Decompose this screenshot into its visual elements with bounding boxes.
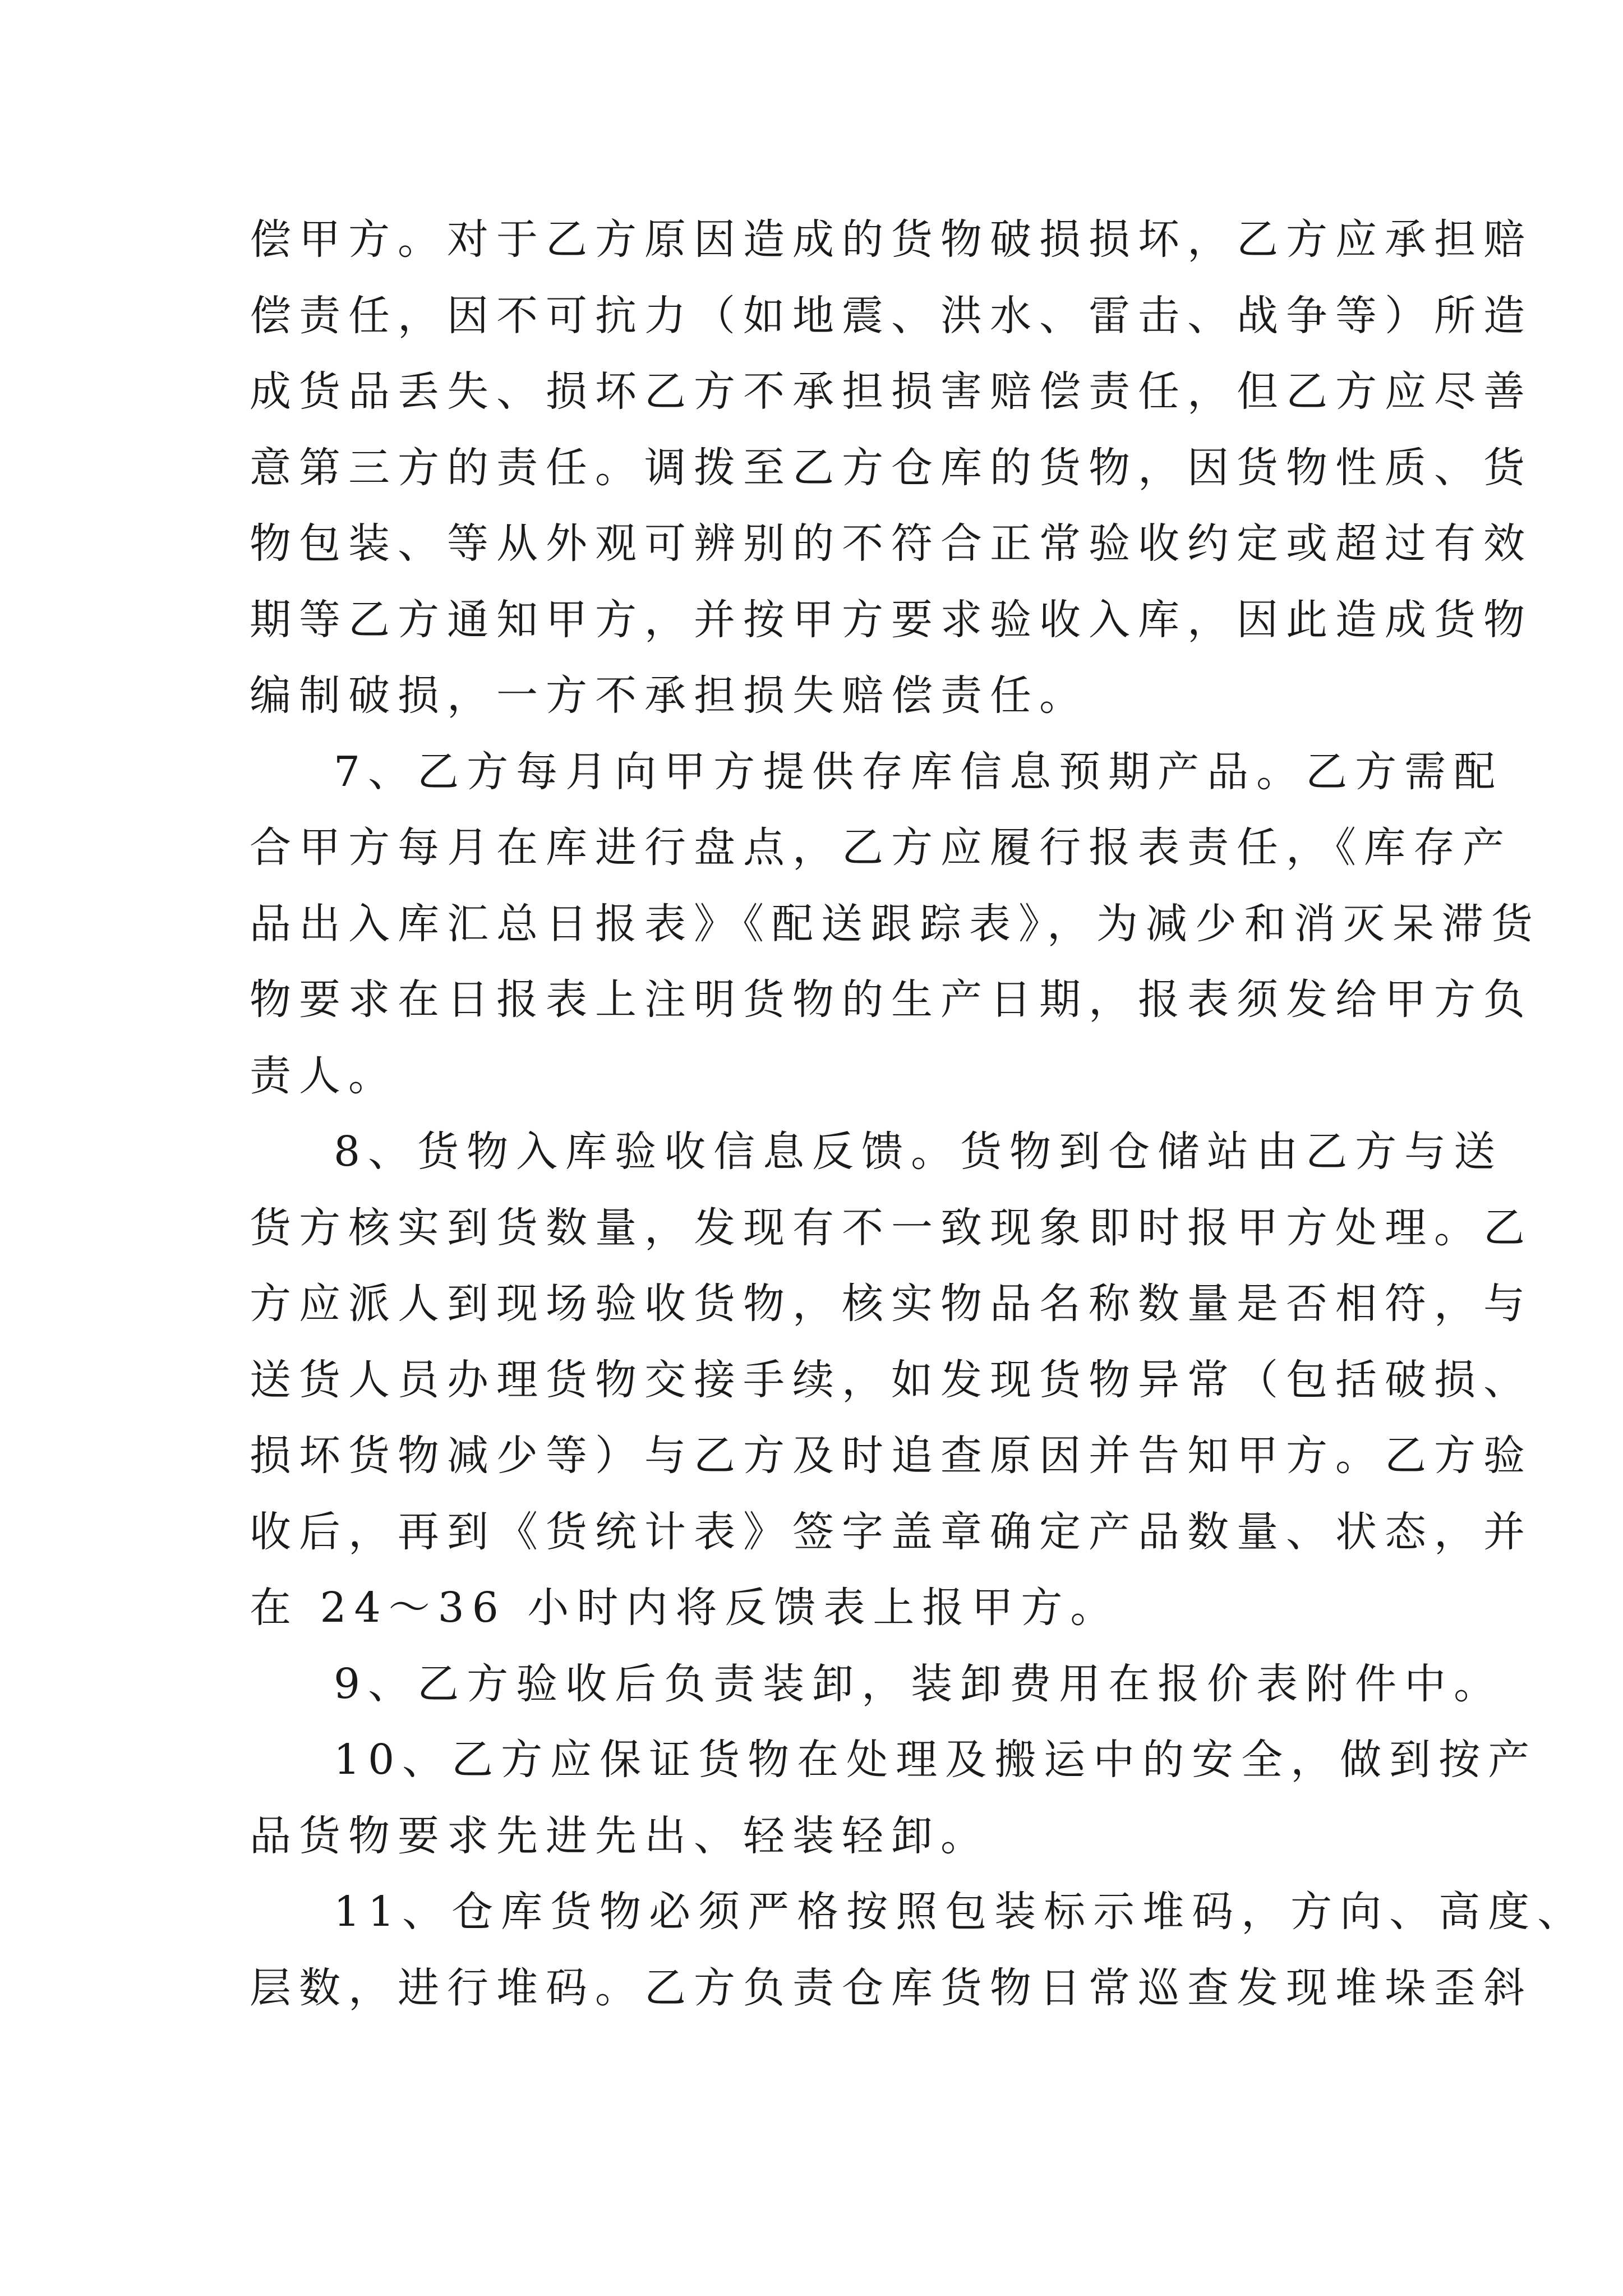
text-line: 品货物要求先进先出、轻装轻卸。 [250, 1811, 990, 1860]
text-line: 偿甲方。对于乙方原因造成的货物破损损坏，乙方应承担赔 [250, 215, 1533, 264]
text-line: 层数，进行堆码。乙方负责仓库货物日常巡查发现堆垛歪斜 [250, 1963, 1533, 2012]
text-line: 品出入库汇总日报表》《配送跟踪表》，为减少和消灭呆滞货 [250, 899, 1541, 948]
text-line: 在 24～36 小时内将反馈表上报甲方。 [250, 1584, 1120, 1632]
text-line: 期等乙方通知甲方，并按甲方要求验收入库，因此造成货物 [250, 595, 1533, 644]
text-line: 9、乙方验收后负责装卸，装卸费用在报价表附件中。 [334, 1659, 1504, 1708]
text-line: 货方核实到货数量，发现有不一致现象即时报甲方处理。乙 [250, 1203, 1533, 1252]
text-line: 7、乙方每月向甲方提供存库信息预期产品。乙方需配 [334, 747, 1504, 796]
text-line: 物包装、等从外观可辨别的不符合正常验收约定或超过有效 [250, 519, 1533, 568]
text-line: 意第三方的责任。调拨至乙方仓库的货物，因货物性质、货 [250, 443, 1533, 492]
text-line: 8、货物入库验收信息反馈。货物到仓储站由乙方与送 [334, 1128, 1504, 1176]
text-line: 损坏货物减少等）与乙方及时追查原因并告知甲方。乙方验 [250, 1432, 1533, 1480]
text-line: 编制破损，一方不承担损失赔偿责任。 [250, 671, 1089, 720]
text-line: 合甲方每月在库进行盘点，乙方应履行报表责任，《库存产 [250, 823, 1512, 872]
text-line: 物要求在日报表上注明货物的生产日期，报表须发给甲方负 [250, 976, 1533, 1024]
text-line: 成货品丢失、损坏乙方不承担损害赔偿责任，但乙方应尽善 [250, 367, 1533, 416]
text-line: 方应派人到现场验收货物，核实物品名称数量是否相符，与 [250, 1280, 1533, 1328]
body-text [250, 202, 1587, 2026]
text-line: 10、乙方应保证货物在处理及搬运中的安全，做到按产 [334, 1736, 1538, 1784]
text-line: 11、仓库货物必须严格按照包装标示堆码，方向、高度、 [334, 1888, 1587, 1936]
text-line: 偿责任，因不可抗力（如地震、洪水、雷击、战争等）所造 [250, 291, 1533, 340]
text-line: 送货人员办理货物交接手续，如发现货物异常（包括破损、 [250, 1355, 1533, 1404]
text-line: 收后，再到《货统计表》签字盖章确定产品数量、状态，并 [250, 1507, 1533, 1556]
text-line: 责人。 [250, 1051, 398, 1100]
